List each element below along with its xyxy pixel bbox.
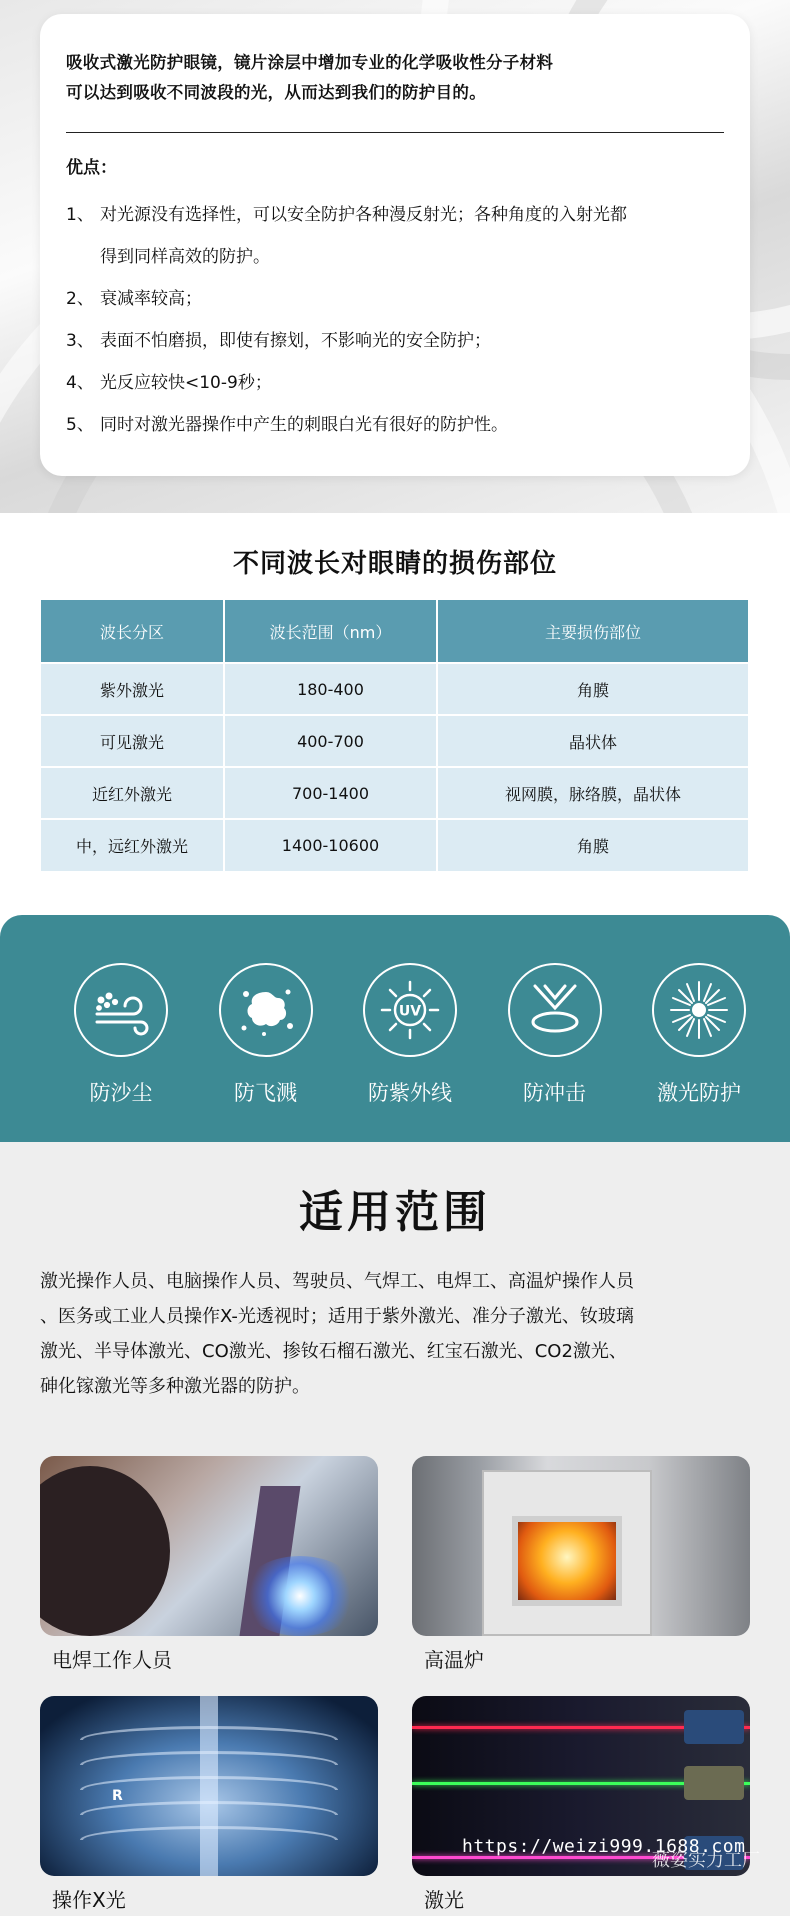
table-cell: 晶状体 [437,715,748,767]
photo-card-furnace [412,1456,750,1678]
furnace-photo [412,1456,750,1636]
dust-icon [74,963,168,1057]
table-title: 不同波长对眼睛的损伤部位 [232,549,557,579]
laser-icon [652,963,746,1057]
photo-card-welding [40,1456,378,1678]
feature-splashproof [211,963,321,1142]
xray-marker: R [112,1788,123,1804]
scope-photo-grid [40,1456,750,1918]
advantage-number: 4、 [66,373,94,393]
feature-uv [355,963,465,1142]
table-row [41,819,748,871]
photo-card-laser [412,1696,750,1918]
advantage-number: 3、 [66,331,94,351]
photo-caption: 操作X光 [52,1888,126,1912]
advantage-text: 表面不怕磨损，即使有擦划，不影响光的安全防护； [100,331,491,351]
intro-line: 吸收式激光防护眼镜，镜片涂层中增加专业的化学吸收性分子材料 [66,53,554,72]
feature-impact [500,963,610,1142]
splash-icon [219,963,313,1057]
feature-label: 防沙尘 [89,1081,153,1105]
scope-line: 砷化镓激光等多种激光器的防护。 [40,1376,310,1397]
advantage-number: 5、 [66,415,94,435]
table-cell: 紫外激光 [41,663,224,715]
feature-label: 激光防护 [657,1081,741,1105]
intro-section [0,0,790,513]
table-cell: 1400-10600 [224,819,437,871]
feature-label: 防冲击 [523,1081,586,1105]
scope-section [0,1142,790,1916]
feature-dustproof [66,963,176,1142]
scope-line: 激光操作人员、电脑操作人员、驾驶员、气焊工、电焊工、高温炉操作人员 [40,1271,634,1292]
table-row [41,663,748,715]
table-row [41,715,748,767]
features-band [0,915,790,1142]
table-cell: 可见激光 [41,715,224,767]
watermark: 薇姿实力工厂 [652,1850,760,1871]
advantage-item [66,362,724,404]
scope-line: 激光、半导体激光、CO激光、掺钕石榴石激光、红宝石激光、CO2激光、 [40,1341,627,1362]
furnace-glow [512,1516,622,1606]
xray-rib [80,1751,338,1765]
table-cell: 400-700 [224,715,437,767]
feature-laser [644,963,754,1142]
advantage-item [66,404,724,446]
column-header: 波长范围（nm） [224,600,437,663]
uv-icon [363,963,457,1057]
column-header: 波长分区 [41,600,224,663]
feature-label: 防紫外线 [368,1081,452,1105]
uv-icon-text: UV [398,1003,422,1020]
table-cell: 视网膜，脉络膜，晶状体 [437,767,748,819]
weld-spark [240,1556,360,1636]
table-header-row [41,600,748,663]
advantage-item [66,320,724,362]
laser-device [684,1766,744,1800]
advantage-text: 衰减率较高； [100,289,202,309]
table-cell: 角膜 [437,663,748,715]
photo-card-xray [40,1696,378,1918]
xray-photo [40,1696,378,1876]
feature-label: 防飞溅 [234,1081,297,1105]
column-header: 主要损伤部位 [437,600,748,663]
table-row [41,767,748,819]
advantages-title: 优点： [66,158,117,178]
table-cell: 180-400 [224,663,437,715]
table-cell: 角膜 [437,819,748,871]
impact-icon [508,963,602,1057]
damage-table-section [0,513,790,915]
table-cell: 近红外激光 [41,767,224,819]
table-cell: 700-1400 [224,767,437,819]
url-overlay: https://weizi999.1688.com [462,1836,746,1857]
advantage-item [66,194,724,278]
welder-helmet [40,1466,170,1636]
scope-line: 、医务或工业人员操作X-光透视时；适用于紫外激光、准分子激光、钕玻璃 [40,1306,634,1327]
advantage-number: 1、 [66,205,94,225]
advantage-number: 2、 [66,289,94,309]
photo-caption: 电焊工作人员 [52,1648,172,1672]
welding-photo [40,1456,378,1636]
advantages-list [66,194,724,446]
advantage-line: 对光源没有选择性，可以安全防护各种漫反射光；各种角度的入射光都 [100,205,627,225]
photo-caption: 高温炉 [424,1648,484,1672]
advantage-text [100,194,627,278]
photo-caption: 激光 [424,1888,464,1912]
xray-rib [80,1726,338,1740]
xray-rib [80,1826,338,1840]
intro-text [66,48,724,108]
advantage-text: 光反应较快<10-9秒； [100,373,272,393]
advantage-line: 得到同样高效的防护。 [100,247,270,267]
laser-device [684,1710,744,1744]
divider [66,132,724,133]
intro-card [40,14,750,476]
scope-title: 适用范围 [299,1187,491,1238]
advantage-item [66,278,724,320]
damage-table [41,600,748,871]
table-cell: 中，远红外激光 [41,819,224,871]
intro-line: 可以达到吸收不同波段的光，从而达到我们的防护目的。 [66,83,486,102]
advantage-text: 同时对激光器操作中产生的刺眼白光有很好的防护性。 [100,415,508,435]
scope-description [40,1264,750,1404]
